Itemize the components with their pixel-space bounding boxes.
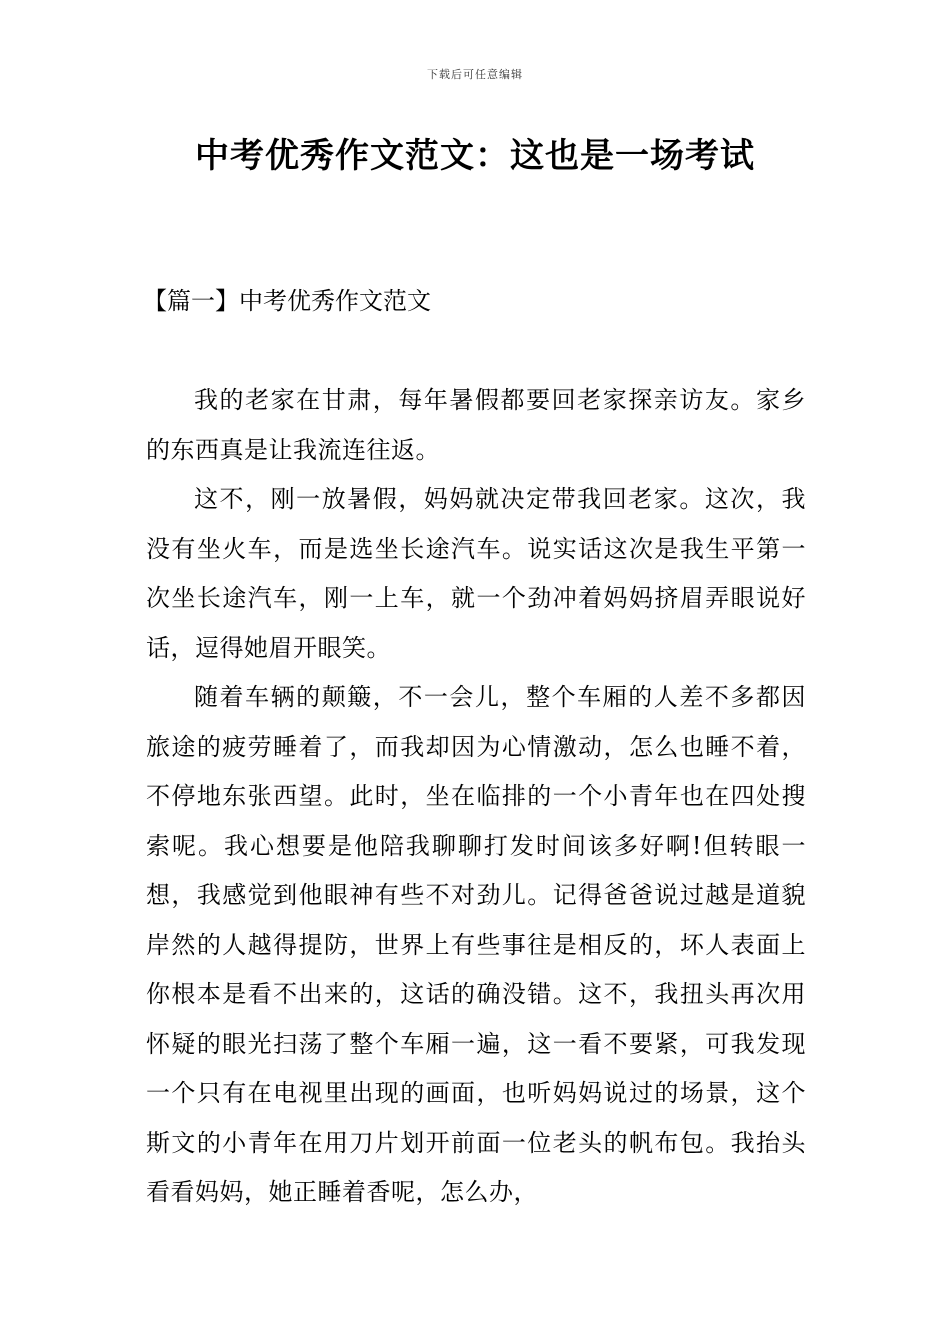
document-title: 中考优秀作文范文：这也是一场考试 [195, 136, 755, 176]
paragraph-2: 这不，刚一放暑假，妈妈就决定带我回老家。这次，我没有坐火车，而是选坐长途汽车。说实话这次是我生平第一次坐长途汽车，刚一上车，就一个劲冲着妈妈挤眉弄眼说好话，逗得她眉开眼笑。 [146, 485, 806, 662]
paragraph-1: 我的老家在甘肃，每年暑假都要回老家探亲访友。家乡的东西真是让我流连往返。 [146, 386, 806, 464]
article-body [146, 376, 806, 1218]
section-heading: 【篇一】中考优秀作文范文 [143, 287, 431, 315]
page-header-note: 下载后可任意编辑 [427, 68, 523, 81]
paragraph-3: 随着车辆的颠簸，不一会儿，整个车厢的人差不多都因旅途的疲劳睡着了，而我却因为心情激动，怎么也睡不着，不停地东张西望。此时，坐在临排的一个小青年也在四处搜索呢。我心想要是他陪我聊聊打发时间该多好啊!但转眼一想，我感觉到他眼神有些不对劲儿。记得爸爸说过越是道貌岸然的人越得提防，世界上有些事往是相反的，坏人表面上你根本是看不出来的，这话的确没错。这不，我扭头再次用怀疑的眼光扫荡了整个车厢一遍，这一看不要紧，可我发现一个只有在电视里出现的画面，也听妈妈说过的场景，这个斯文的小青年在用刀片划开前面一位老头的帆布包。我抬头看看妈妈，她正睡着香呢，怎么办， [146, 683, 806, 1206]
